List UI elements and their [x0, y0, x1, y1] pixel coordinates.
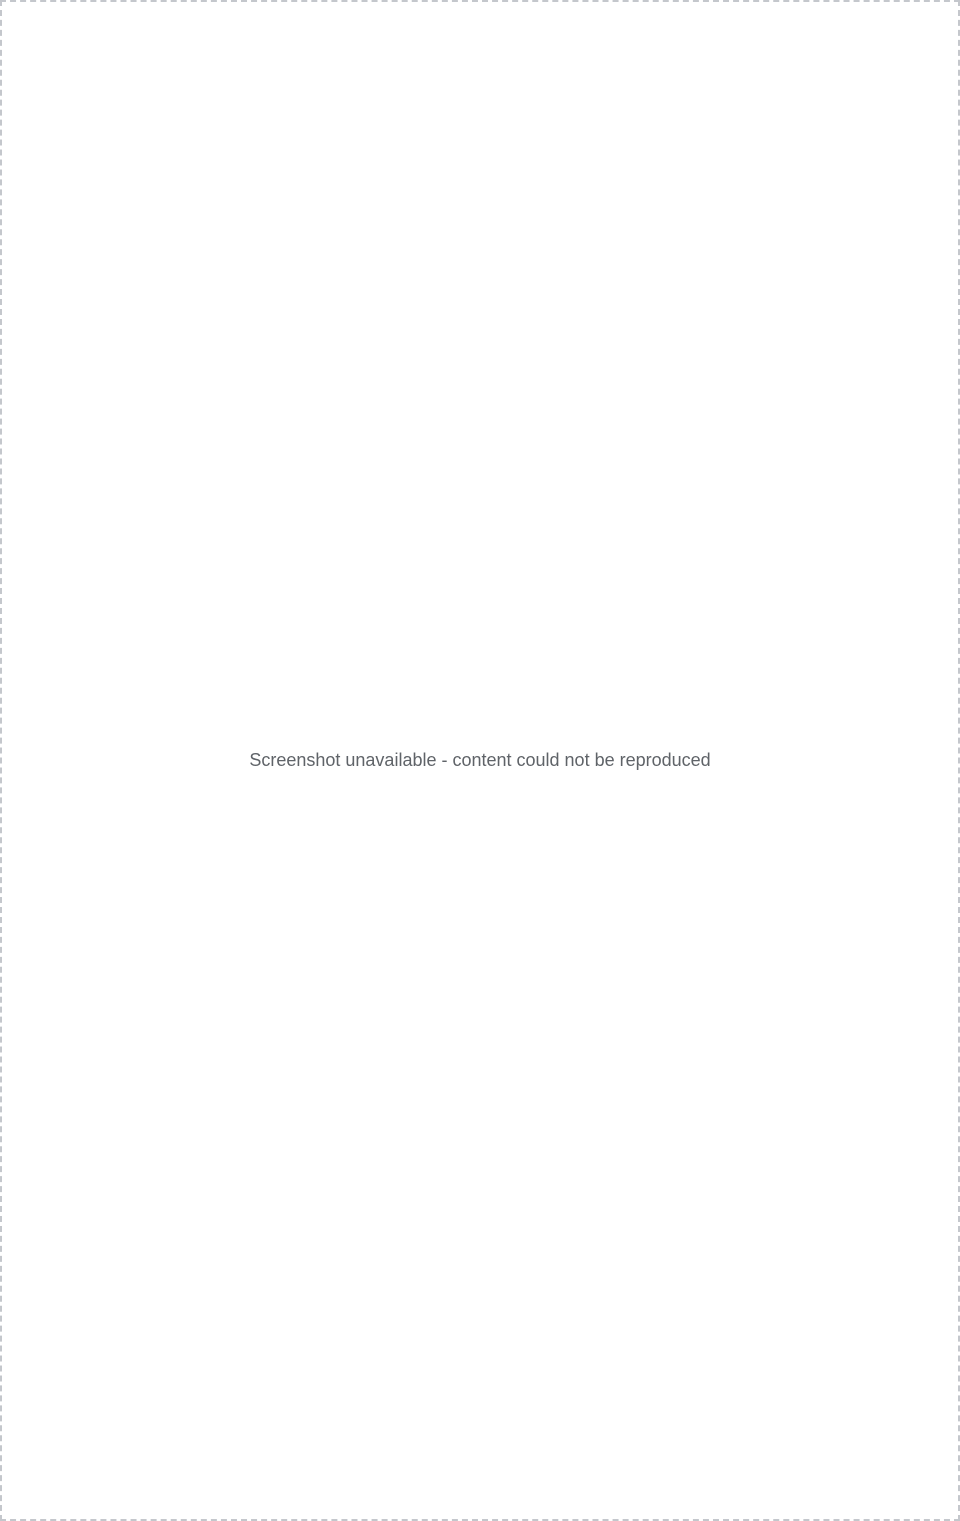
placeholder-notice: Screenshot unavailable - content could not be reproduced	[249, 750, 711, 770]
